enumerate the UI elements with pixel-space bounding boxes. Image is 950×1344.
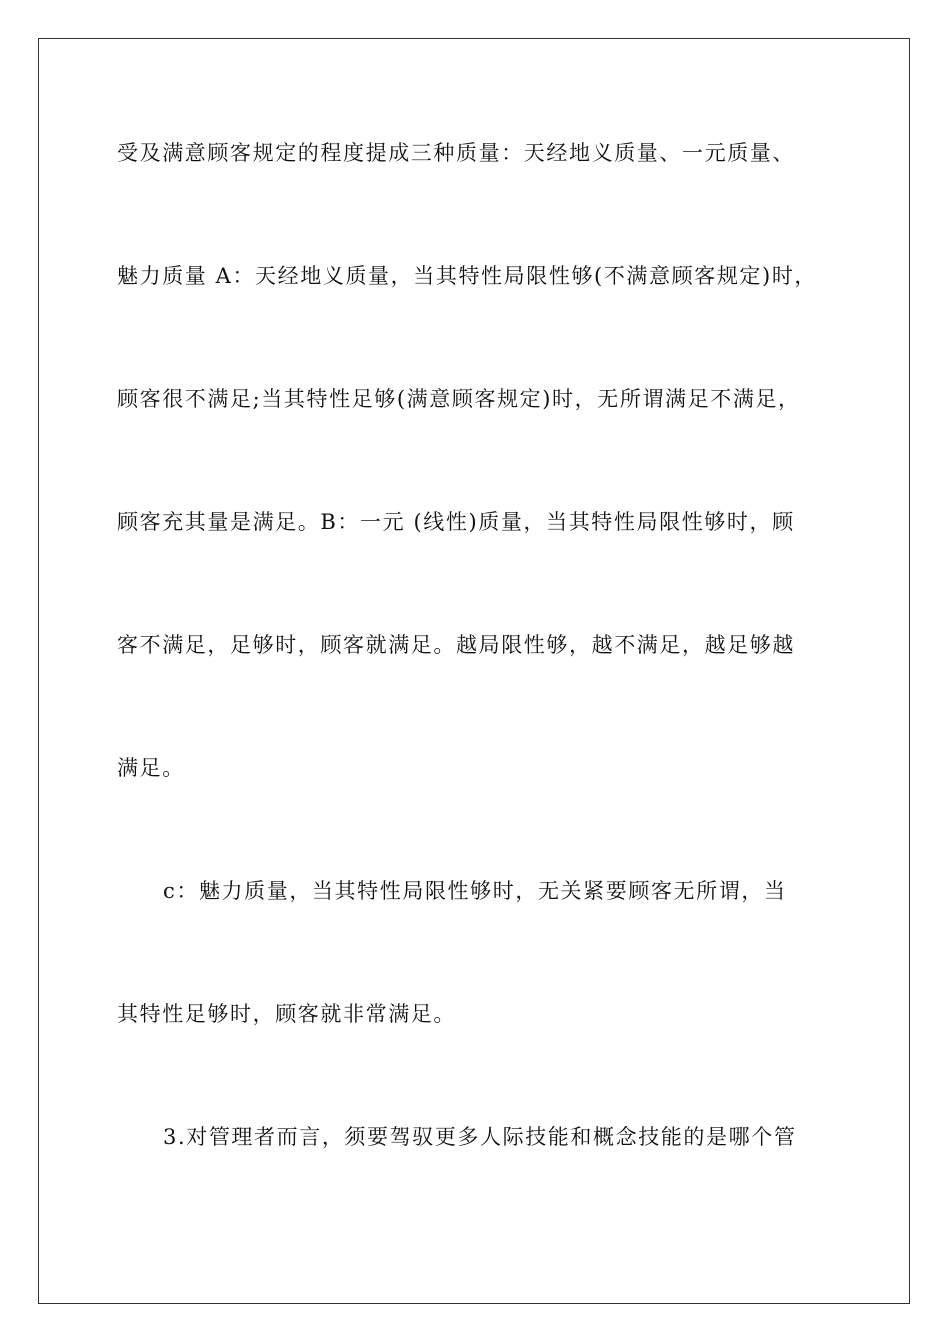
text-line-6: 满足。	[117, 756, 185, 780]
text-line-3: 顾客很不满足;当其特性足够(满意顾客规定)时，无所谓满足不满足，	[117, 387, 801, 411]
text-line-8: 其特性足够时，顾客就非常满足。	[117, 1002, 456, 1026]
text-line-9: 3.对管理者而言，须要驾驭更多人际技能和概念技能的是哪个管	[163, 1125, 797, 1149]
text-line-2: 魅力质量 A：天经地义质量，当其特性局限性够(不满意顾客规定)时，	[117, 264, 818, 288]
text-line-7: c：魅力质量，当其特性局限性够时，无关紧要顾客无所谓，当	[163, 879, 787, 903]
text-line-1: 受及满意顾客规定的程度提成三种质量：天经地义质量、一元质量、	[117, 141, 795, 165]
page-border	[38, 38, 910, 1304]
text-line-4: 顾客充其量是满足。B：一元 (线性)质量，当其特性局限性够时，顾	[117, 510, 795, 534]
text-line-5: 客不满足，足够时，顾客就满足。越局限性够，越不满足，越足够越	[117, 633, 795, 657]
